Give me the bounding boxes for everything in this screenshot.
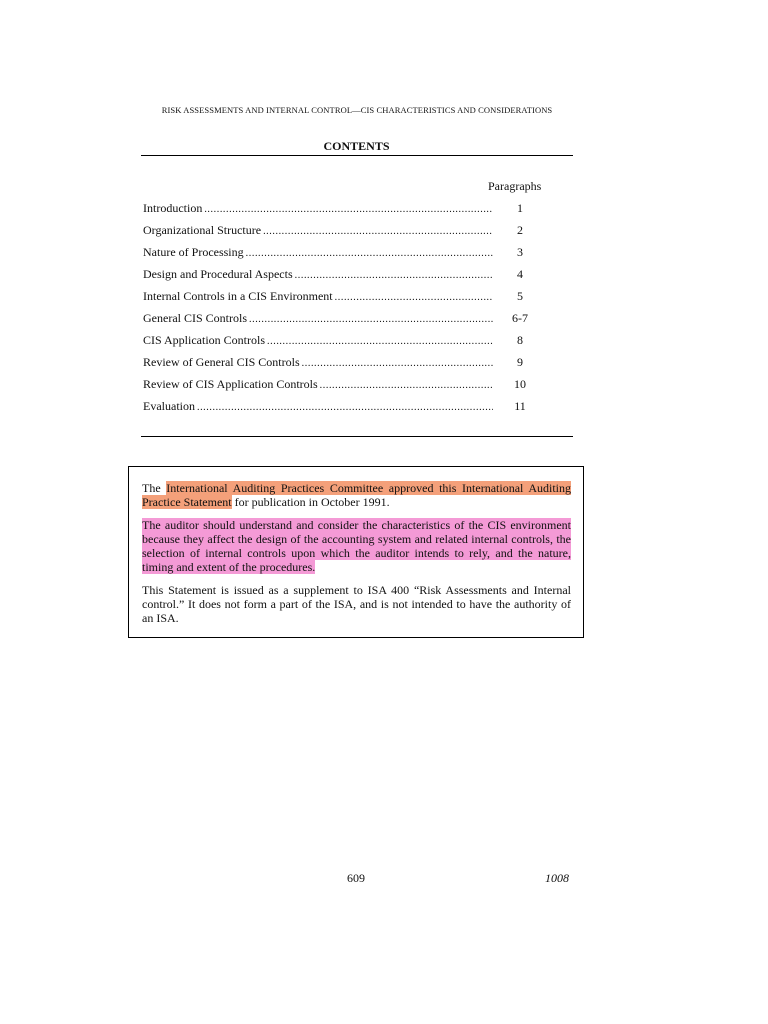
dot-leader <box>197 401 493 415</box>
dot-leader <box>263 225 493 239</box>
toc-entry-label: Design and Procedural Aspects <box>143 267 293 281</box>
approval-suffix: for publication in October 1991. <box>231 495 390 509</box>
dot-leader <box>320 379 493 393</box>
toc-entry-review-cis-application-controls[interactable] <box>143 377 543 399</box>
highlighted-committee-text: International Auditing Practices Committee approved this International Auditing Practice Statement <box>142 481 572 509</box>
toc-entry-label: CIS Application Controls <box>143 333 266 347</box>
toc-entry-general-cis-controls[interactable] <box>143 311 543 333</box>
toc-entry-paragraphs: 4 <box>517 267 523 281</box>
dot-leader <box>246 247 493 261</box>
supplement-paragraph: This Statement is issued as a supplement to ISA 400 “Risk Assessments and Internal control.” It does not form a part of the ISA, and is not intended to have the authority of an ISA. <box>142 583 571 625</box>
toc-entry-evaluation[interactable] <box>143 399 543 421</box>
dot-leader <box>302 357 493 371</box>
bottom-rule <box>141 436 573 437</box>
page-number: 609 <box>347 871 365 885</box>
contents-title: CONTENTS <box>323 139 390 153</box>
toc-entry-paragraphs: 11 <box>514 399 526 413</box>
toc-entry-review-general-cis-controls[interactable] <box>143 355 543 377</box>
approval-notice-box <box>128 466 584 638</box>
toc-entry-paragraphs: 9 <box>517 355 523 369</box>
toc-entry-organizational-structure[interactable] <box>143 223 543 245</box>
dot-leader <box>204 203 493 217</box>
approval-paragraph <box>142 481 571 509</box>
toc-entry-label: Nature of Processing <box>143 245 244 259</box>
toc-entry-paragraphs: 10 <box>514 377 526 391</box>
toc-entry-paragraphs: 3 <box>517 245 523 259</box>
toc-entry-label: Review of General CIS Controls <box>143 355 300 369</box>
toc-entry-paragraphs: 2 <box>517 223 523 237</box>
table-of-contents <box>143 201 543 421</box>
highlighted-standard-text: The auditor should understand and consider the characteristics of the CIS environment because they affect the design of the accounting system and related internal controls, the selection of internal controls upon which the auditor intends to rely, and the nature, timing and extent of the procedures. <box>142 518 571 574</box>
toc-entry-introduction[interactable] <box>143 201 543 223</box>
toc-entry-design-procedural-aspects[interactable] <box>143 267 543 289</box>
toc-entry-nature-of-processing[interactable] <box>143 245 543 267</box>
toc-entry-paragraphs: 5 <box>517 289 523 303</box>
running-header: RISK ASSESSMENTS AND INTERNAL CONTROL—CIS CHARACTERISTICS AND CONSIDERATIONS <box>161 105 553 115</box>
dot-leader <box>295 269 493 283</box>
top-rule <box>141 155 573 156</box>
toc-entry-label: Evaluation <box>143 399 195 413</box>
toc-entry-paragraphs: 1 <box>517 201 523 215</box>
dot-leader <box>335 291 493 305</box>
toc-entry-label: Organizational Structure <box>143 223 262 237</box>
dot-leader <box>249 313 493 327</box>
page-reference: 1008 <box>545 871 569 885</box>
standard-paragraph <box>142 518 571 574</box>
toc-entry-internal-controls-cis[interactable] <box>143 289 543 311</box>
toc-entry-paragraphs: 8 <box>517 333 523 347</box>
toc-entry-label: Review of CIS Application Controls <box>143 377 318 391</box>
toc-entry-label: General CIS Controls <box>143 311 247 325</box>
toc-entry-label: Introduction <box>143 201 203 215</box>
toc-entry-paragraphs: 6-7 <box>512 311 528 325</box>
toc-entry-label: Internal Controls in a CIS Environment <box>143 289 333 303</box>
dot-leader <box>267 335 493 349</box>
approval-prefix: The <box>142 481 167 495</box>
paragraphs-column-heading: Paragraphs <box>488 179 542 193</box>
toc-entry-cis-application-controls[interactable] <box>143 333 543 355</box>
